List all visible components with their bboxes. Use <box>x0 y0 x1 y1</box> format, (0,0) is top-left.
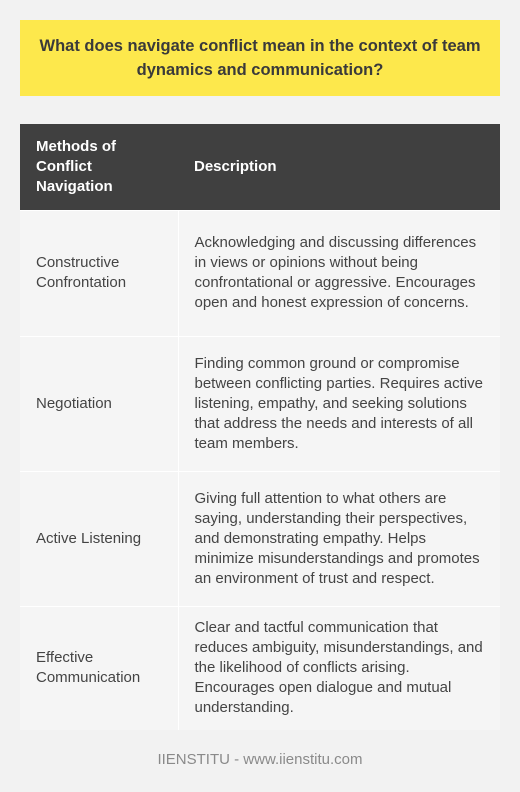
method-cell: Negotiation <box>20 336 178 471</box>
method-cell: Effective Communication <box>20 606 178 730</box>
table-row <box>20 606 500 730</box>
method-cell: Constructive Confrontation <box>20 210 178 336</box>
footer-credit: IIENSTITU - www.iienstitu.com <box>157 751 363 768</box>
table-row <box>20 336 500 471</box>
table-row <box>20 210 500 336</box>
column-header-method: Methods of Conflict Navigation <box>20 124 178 210</box>
table-header-row <box>20 124 500 210</box>
column-header-description: Description <box>178 124 500 210</box>
method-cell: Active Listening <box>20 471 178 606</box>
title-banner <box>20 20 500 96</box>
description-cell: Acknowledging and discussing differences in views or opinions without being confrontational or aggressive. Encourages open and honest expression of concerns. <box>178 210 500 336</box>
description-cell: Finding common ground or compromise between conflicting parties. Requires active listening, empathy, and seeking solutions that address the needs and interests of all team members. <box>178 336 500 471</box>
table-row <box>20 471 500 606</box>
page-title: What does navigate conflict mean in the context of team dynamics and communication? <box>39 37 481 79</box>
description-cell: Clear and tactful communication that reduces ambiguity, misunderstandings, and the likelihood of conflicts arising. Encourages open dialogue and mutual understanding. <box>178 606 500 730</box>
conflict-methods-table <box>20 124 500 730</box>
description-cell: Giving full attention to what others are saying, understanding their perspectives, and demonstrating empathy. Helps minimize misunderstandings and promotes an environment of trust and respect. <box>178 471 500 606</box>
